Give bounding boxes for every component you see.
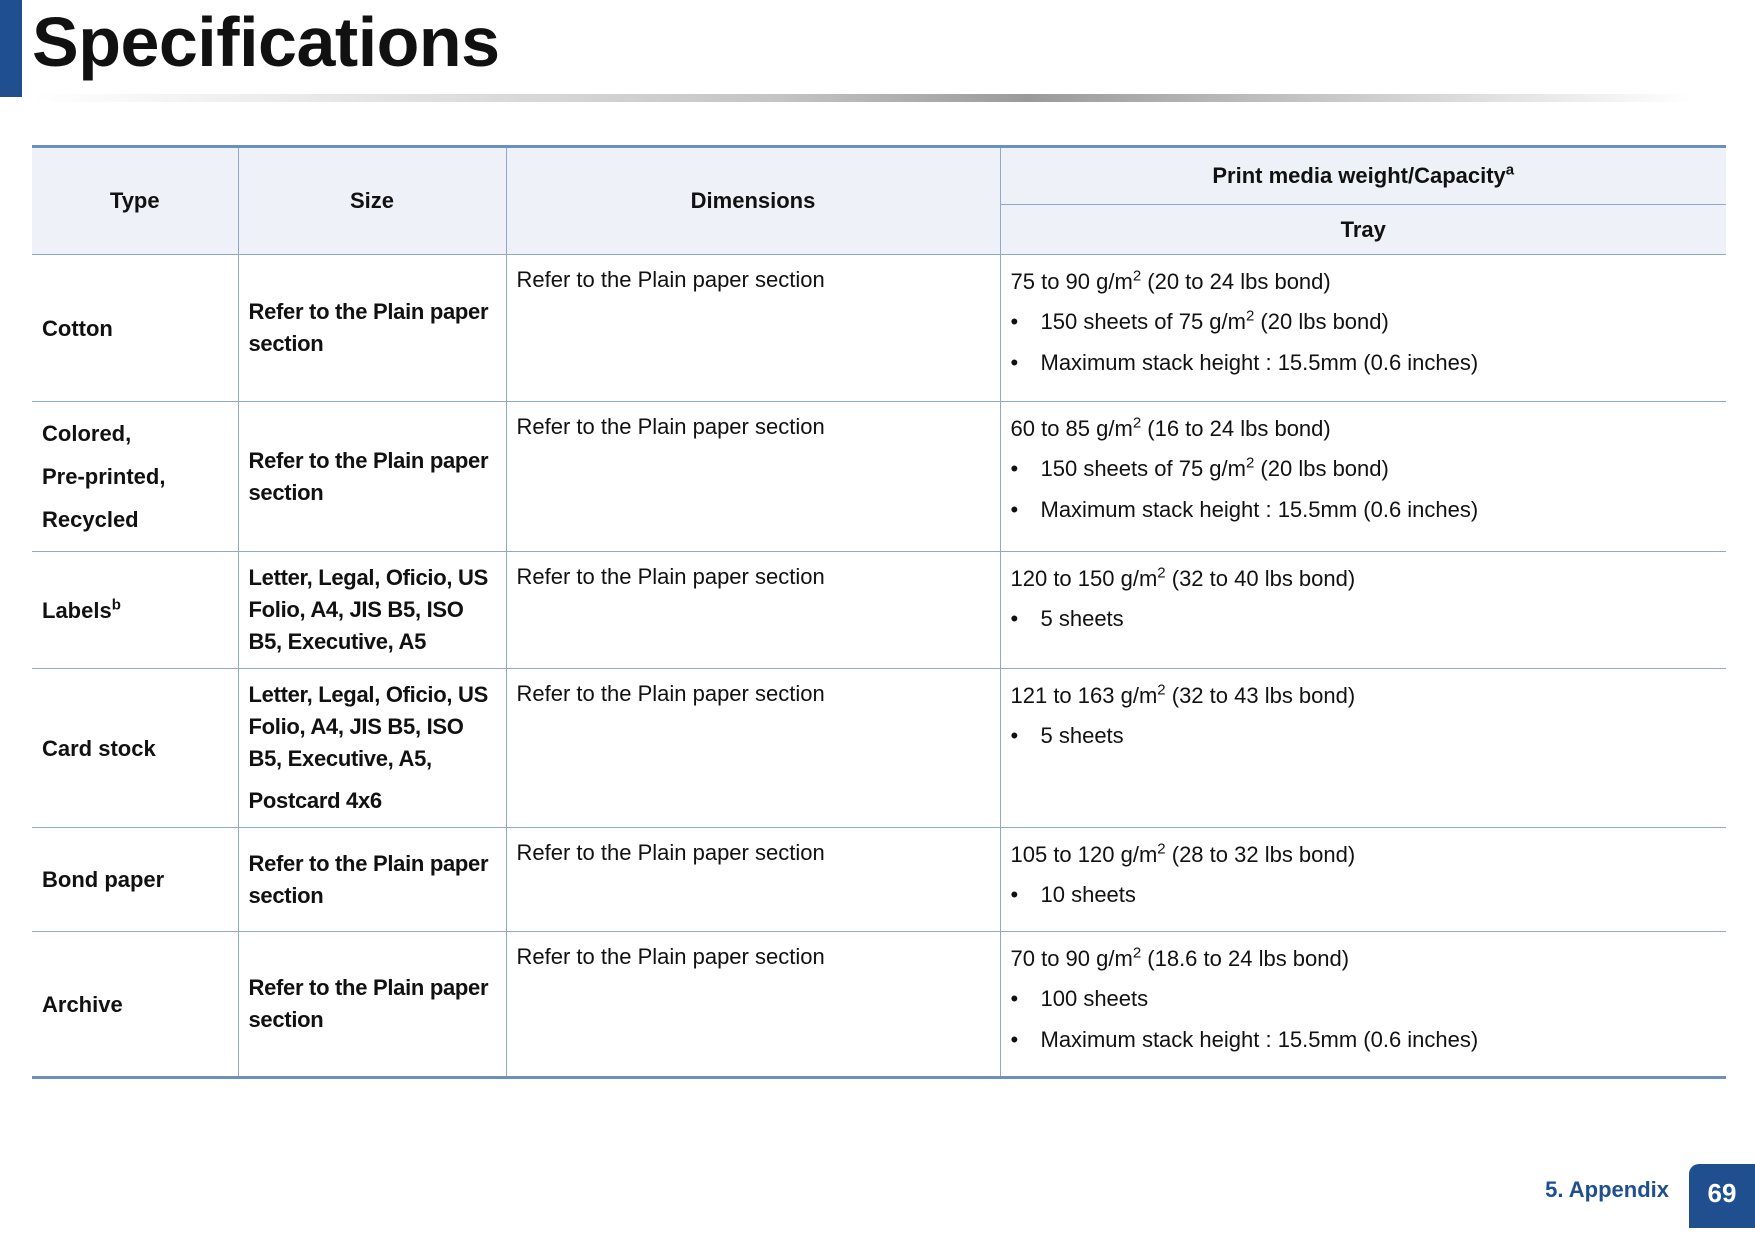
table-row bbox=[32, 932, 1726, 1078]
header-size: Size bbox=[238, 147, 506, 255]
cell-size: Refer to the Plain paper section bbox=[238, 255, 506, 402]
list-item: • Maximum stack height : 15.5mm (0.6 inches) bbox=[1011, 1025, 1717, 1055]
type-label: Colored, bbox=[42, 421, 132, 446]
title-divider bbox=[32, 94, 1692, 102]
capacity-list bbox=[1011, 984, 1717, 1055]
list-item: • 5 sheets bbox=[1011, 721, 1717, 751]
cell-type bbox=[32, 402, 238, 552]
type-label: Cotton bbox=[42, 315, 113, 341]
weight-range: 70 to 90 $g/m^2$ (18.6 to 24 lbs bond) bbox=[1010, 944, 1350, 971]
size-extra: Postcard 4x6 bbox=[248, 788, 382, 813]
footnote-marker: b bbox=[111, 596, 121, 614]
cell-type bbox=[32, 828, 238, 932]
list-item: • Maximum stack height : 15.5mm (0.6 inches) bbox=[1011, 348, 1717, 378]
list-item: • 100 sheets bbox=[1011, 984, 1717, 1014]
table-row bbox=[32, 828, 1726, 932]
cell-dimensions: Refer to the Plain paper section bbox=[506, 828, 1000, 932]
cell-weight-capacity bbox=[1000, 828, 1726, 932]
list-item: • Maximum stack height : 15.5mm (0.6 inches) bbox=[1011, 495, 1717, 525]
list-item: • 10 sheets bbox=[1011, 880, 1717, 910]
table-row bbox=[32, 402, 1726, 552]
cell-type bbox=[32, 669, 238, 828]
specifications-table bbox=[32, 145, 1726, 1079]
capacity-list bbox=[1011, 721, 1717, 751]
type-label: Recycled bbox=[42, 507, 139, 532]
weight-range: 60 to 85 $g/m^2$ (16 to 24 lbs bond) bbox=[1010, 414, 1331, 441]
cell-dimensions: Refer to the Plain paper section bbox=[506, 552, 1000, 669]
list-item: • 150 sheets of 75 $g/m^2$ (20 lbs bond) bbox=[1011, 307, 1717, 337]
cell-dimensions: Refer to the Plain paper section bbox=[506, 932, 1000, 1078]
weight-range: 105 to 120 $g/m^2$ (28 to 32 lbs bond) bbox=[1010, 840, 1356, 867]
cell-weight-capacity bbox=[1000, 932, 1726, 1078]
cell-weight-capacity bbox=[1000, 552, 1726, 669]
capacity-list bbox=[1011, 880, 1717, 910]
capacity-list bbox=[1011, 604, 1717, 634]
cell-weight-capacity bbox=[1000, 669, 1726, 828]
capacity-list bbox=[1011, 307, 1717, 378]
header-type: Type bbox=[32, 147, 238, 255]
cell-size: Refer to the Plain paper section bbox=[238, 402, 506, 552]
cell-type bbox=[32, 552, 238, 669]
type-label: Card stock bbox=[42, 735, 156, 761]
cell-dimensions: Refer to the Plain paper section bbox=[506, 402, 1000, 552]
weight-range: 120 to 150 $g/m^2$ (32 to 40 lbs bond) bbox=[1010, 564, 1356, 591]
weight-range: 75 to 90 $g/m^2$ (20 to 24 lbs bond) bbox=[1010, 267, 1331, 294]
capacity-list bbox=[1011, 454, 1717, 525]
header-dimensions: Dimensions bbox=[506, 147, 1000, 255]
cell-weight-capacity bbox=[1000, 402, 1726, 552]
type-label: Archive bbox=[42, 991, 123, 1017]
weight-range: 121 to 163 $g/m^2$ (32 to 43 lbs bond) bbox=[1010, 681, 1356, 708]
cell-size: Letter, Legal, Oficio, US Folio, A4, JIS B5, ISO B5, Executive, A5 bbox=[238, 552, 506, 669]
type-label: Pre-printed, bbox=[42, 464, 166, 489]
footnote-marker: a bbox=[1505, 161, 1515, 179]
title-accent-bar bbox=[0, 0, 22, 97]
header-tray: Tray bbox=[1000, 205, 1726, 255]
cell-size: Refer to the Plain paper section bbox=[238, 932, 506, 1078]
page-title: Specifications bbox=[32, 3, 500, 81]
table-body bbox=[32, 255, 1726, 1078]
table-row bbox=[32, 669, 1726, 828]
header-weight-capacity: Print media weight/Capacity$^a$ bbox=[1000, 147, 1726, 205]
cell-size: Refer to the Plain paper section bbox=[238, 828, 506, 932]
page-number-badge: 69 bbox=[1689, 1164, 1755, 1228]
cell-dimensions: Refer to the Plain paper section bbox=[506, 669, 1000, 828]
cell-dimensions: Refer to the Plain paper section bbox=[506, 255, 1000, 402]
cell-type bbox=[32, 255, 238, 402]
list-item: • 5 sheets bbox=[1011, 604, 1717, 634]
cell-weight-capacity bbox=[1000, 255, 1726, 402]
cell-size: Letter, Legal, Oficio, US Folio, A4, JIS B5, ISO B5, Executive, A5, Postcard 4x6 bbox=[238, 669, 506, 828]
table-row bbox=[32, 255, 1726, 402]
footer-section-label: 5. Appendix bbox=[1545, 1177, 1669, 1202]
cell-type bbox=[32, 932, 238, 1078]
table-row bbox=[32, 552, 1726, 669]
list-item: • 150 sheets of 75 $g/m^2$ (20 lbs bond) bbox=[1011, 454, 1717, 484]
type-label: Labels$^b$ bbox=[42, 596, 121, 623]
type-label: Bond paper bbox=[42, 867, 165, 892]
